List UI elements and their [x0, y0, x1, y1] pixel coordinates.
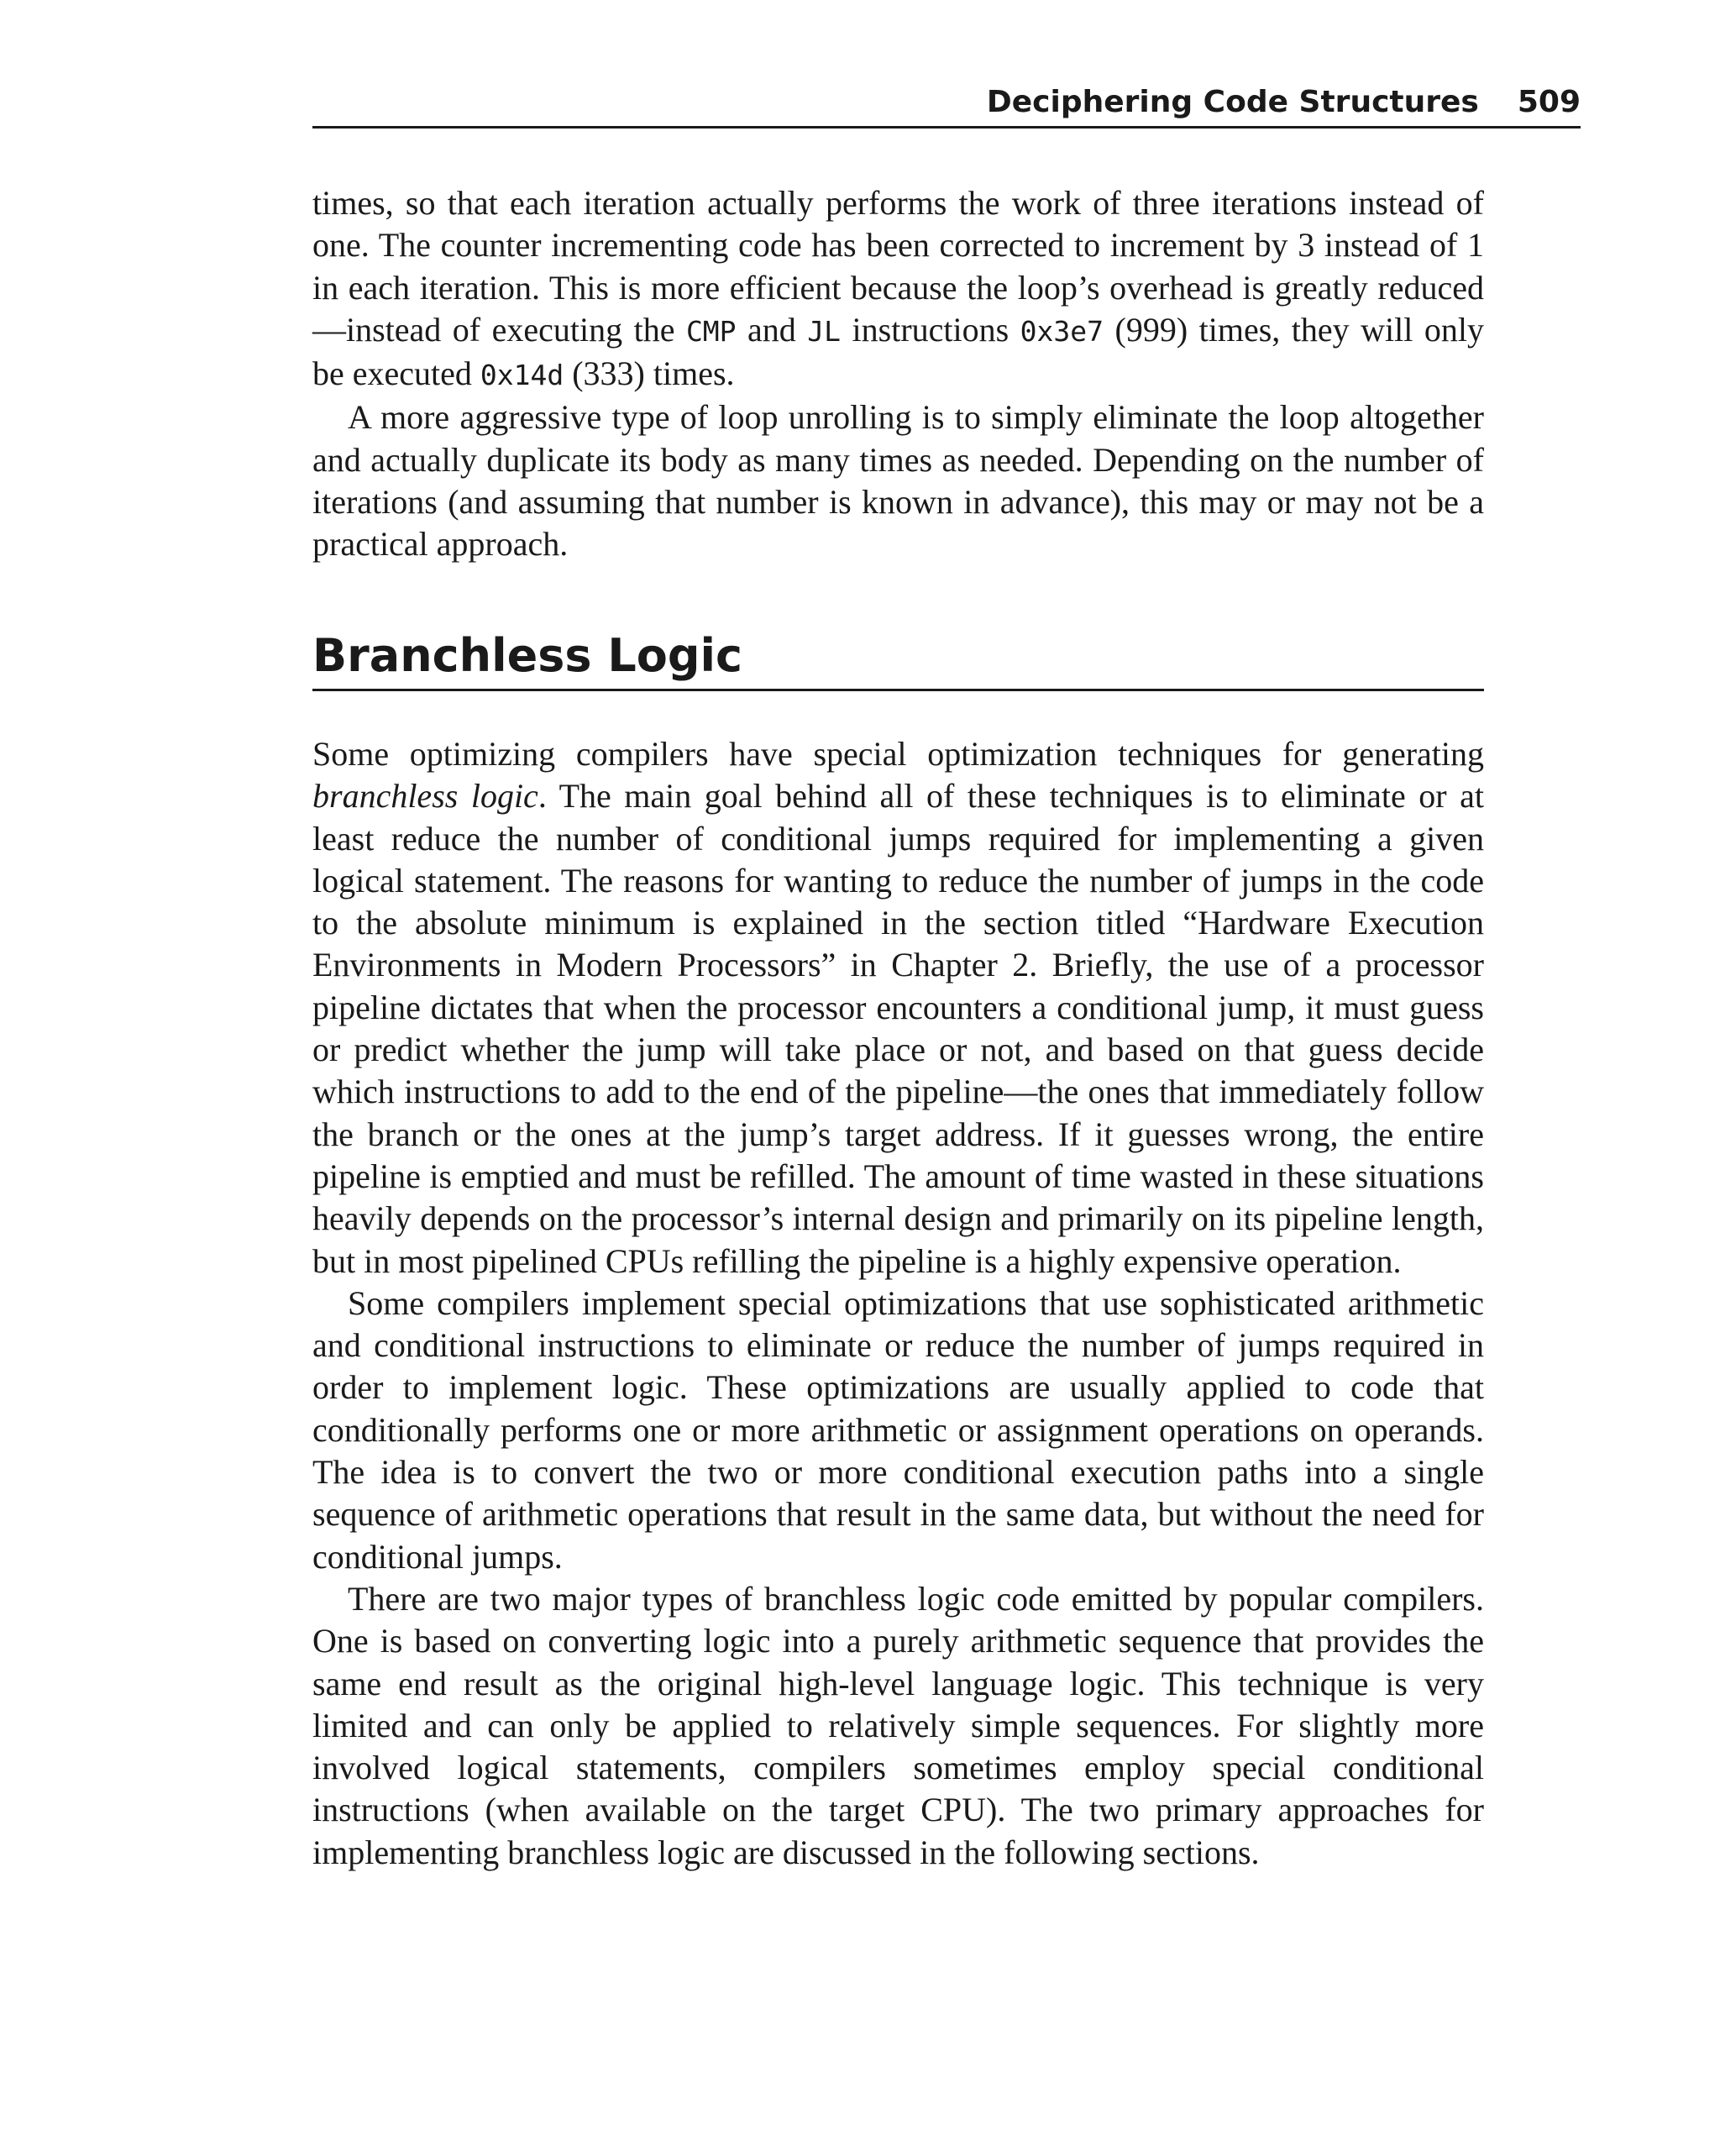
- code-jl: JL: [807, 314, 842, 348]
- paragraph: There are two major types of branchless logic code emitted by popular compilers. One is based on converting logic into a purely arithmetic sequence that provides the same end result as the original high-level language logic. This technique is very limited and can only be applied to relatively simple sequences. For slightly more involved logical statements, compilers sometimes employ special conditional instructions (when available on the target CPU). The two primary approaches for implementing branchless logic are discussed in the following sections.: [312, 1579, 1484, 1871]
- emphasis-term: branchless logic: [312, 777, 538, 816]
- page-number: 509: [1517, 85, 1581, 119]
- section-heading: Branchless Logic: [312, 623, 1484, 691]
- paragraph: A more aggressive type of loop unrolling is to simply eliminate the loop altogether and actually duplicate its body as many times as needed. Depending on the number of iterations (and assuming that number is known in advance), this may or may not be a practical approach.: [312, 398, 1484, 564]
- section-text: [312, 733, 1484, 1874]
- running-header: [312, 79, 1581, 129]
- paragraph: times, so that each iteration actually performs the work of three iterations instead of one. The counter incrementing code has been corrected to increment by 3 instead of 1 in each iteration. This is more efficient because the loop’s overhead is greatly reduced—instead of executing the CMP and JL instructions 0x3e7 (999) times, they will only be executed 0x14d (333) times.: [312, 184, 1484, 393]
- intro-text: [312, 182, 1484, 566]
- code-hex-999: 0x3e7: [1020, 314, 1104, 348]
- code-hex-333: 0x14d: [480, 359, 564, 392]
- paragraph: Some compilers implement special optimizations that use sophisticated arithmetic and conditional instructions to eliminate or reduce the number of jumps required in order to implement logic. These optimizations are usually applied to code that conditionally performs one or more arithmetic or assignment operations on operands. The idea is to convert the two or more conditional execution paths into a single sequence of arithmetic operations that result in the same data, but without the need for conditional jumps.: [312, 1283, 1484, 1576]
- running-title: Deciphering Code Structures: [986, 85, 1479, 119]
- code-cmp: CMP: [685, 314, 737, 348]
- paragraph: Some optimizing compilers have special optimization techniques for generating branchless logic. The main goal behind all of these techniques is to eliminate or at least reduce the number of conditional jumps required for implementing a given logical statement. The reasons for wanting to reduce the number of jumps in the code to the absolute minimum is explained in the section titled “Hardware Execution Environments in Modern Processors” in Chapter 2. Briefly, the use of a processor pipeline dictates that when the processor encounters a conditional jump, it must guess or predict whether the jump will take place or not, and based on that guess decide which instructions to add to the end of the pipeline—the ones that immediately follow the branch or the ones at the jump’s target address. If it guesses wrong, the entire pipeline is emptied and must be refilled. The amount of time wasted in these situations heavily depends on the processor’s internal design and primarily on its pipeline length, but in most pipelined CPUs refilling the pipeline is a highly expensive operation.: [312, 735, 1484, 1280]
